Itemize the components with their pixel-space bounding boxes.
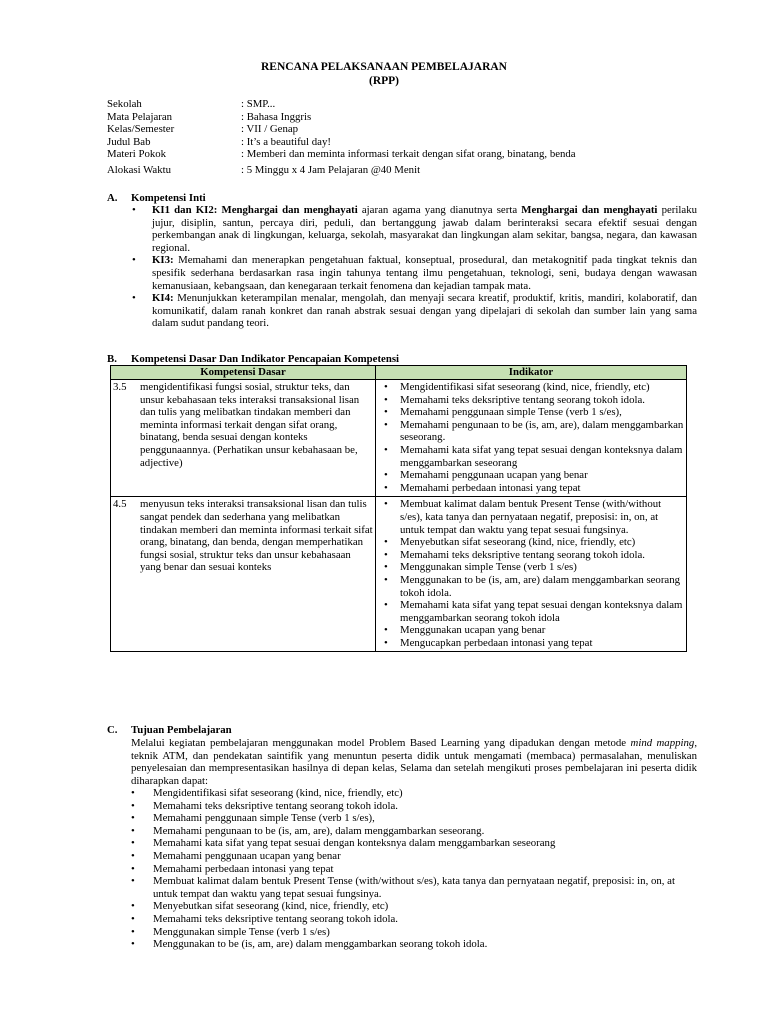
indicator-cell [376,380,687,497]
identity-row: Sekolah : SMP... [107,98,276,110]
list-item: • Menggunakan ucapan yang benar [378,624,684,637]
identity-row: Judul Bab : It’s a beautiful day! [107,135,331,148]
identity-block [107,98,727,177]
list-item: • Menyebutkan sifat seseorang (kind, nice, friendly, etc) [378,536,684,549]
list-item: • Menggunakan simple Tense (verb 1 s/es) [378,561,684,574]
column-header: Kompetensi Dasar [111,366,376,380]
section-a-heading: A. Kompetensi Inti [107,192,206,204]
list-item: • Memahami teks deksriptive tentang seorang tokoh idola. [131,800,697,813]
list-item: • Memahami penggunaan simple Tense (verb 1 s/es), [378,406,684,419]
indicator-cell [376,497,687,652]
list-item: • Menggunakan to be (is, am, are) dalam menggambarkan seorang tokoh idola. [131,938,697,951]
column-header: Indikator [376,366,687,380]
tujuan-list [131,787,697,951]
identity-row: Mata Pelajaran : Bahasa Inggris [107,110,312,123]
list-item: • Memahami teks deksriptive tentang seorang tokoh idola. [378,394,684,407]
identity-row: Materi Pokok : Memberi dan meminta informasi terkait dengan sifat orang, binatang, benda [107,148,576,161]
list-item: • Memahami penggunaan ucapan yang benar [378,469,684,482]
list-item: • Memahami pengunaan to be (is, am, are), dalam menggambarkan seseorang. [131,825,697,838]
list-item: • Memahami perbedaan intonasi yang tepat [378,482,684,495]
identity-row: Kelas/Semester : VII / Genap [107,123,299,136]
table-row [111,497,687,652]
list-item: • Mengidentifikasi sifat seseorang (kind, nice, friendly, etc) [378,381,684,394]
identity-row: Alokasi Waktu : 5 Minggu x 4 Jam Pelajaran @40 Menit [107,163,421,176]
ki-list [130,204,697,330]
list-item: • Memahami pengunaan to be (is, am, are), dalam menggambarkan seseorang. [378,419,684,444]
list-item: • Mengucapkan perbedaan intonasi yang tepat [378,637,684,650]
table-header-row [111,366,687,380]
list-item: • Membuat kalimat dalam bentuk Present Tense (with/without s/es), kata tanya dan pernyataan negatif, preposisi: in, on, at untuk tempat dan waktu yang tepat sesuai fungsinya. [131,875,697,900]
list-item: • Memahami kata sifat yang tepat sesuai dengan konteksnya dalam menggambarkan seseorang [131,837,697,850]
table-row [111,380,687,497]
list-item: • Memahami penggunaan simple Tense (verb 1 s/es), [131,812,697,825]
section-b-heading: B. Kompetensi Dasar Dan Indikator Pencapaian Kompetensi [107,353,400,365]
ki-item: • KI4: Menunjukkan keterampilan menalar, mengolah, dan menyaji secara kreatif, produktif, kritis, mandiri, kolaboratif, dan komunikatif, dalam ranah konkret dan ranah abstrak sesuai dengan yang dipelajari di sekolah dan sumber lain yang sama dalam sudut pandang teori. [130,292,697,330]
list-item: • Menggunakan to be (is, am, are) dalam menggambarkan seorang tokoh idola. [378,574,684,599]
list-item: • Mengidentifikasi sifat seseorang (kind, nice, friendly, etc) [131,787,697,800]
list-item: • Menggunakan simple Tense (verb 1 s/es) [131,926,697,939]
kd-cell: 4.5 menyusun teks interaksi transaksional lisan dan tulis sangat pendek dan sederhana yang melibatkan tindakan memberi dan meminta informasi terkait sifat orang, binatang, dan benda, dengan memperhatikan fungsi sosial, struktur teks dan unsur kebahasaan yang benar dan sesuai konteks [111,497,376,652]
ki-item: • KI1 dan KI2: Menghargai dan menghayati ajaran agama yang dianutnya serta Menghargai dan menghayati perilaku jujur, disiplin, santun, percaya diri, peduli, dan bertanggung jawab dalam berinteraksi secara efektif sesuai dengan perkembangan anak di lingkungan, keluarga, sekolah, masyarakat dan lingkungan alam sekitar, bangsa, negara, dan kawasan regional. [130,204,697,254]
kd-cell: 3.5 mengidentifikasi fungsi sosial, struktur teks, dan unsur kebahasaan teks interaksi transaksional lisan dan tulis yang melibatkan tindakan memberi dan meminta informasi terkait dengan sifat orang, binatang, benda sesuai dengan konteks penggunaannya. (Perhatikan unsur kebahasaan be, adjective) [111,380,376,497]
list-item: • Memahami penggunaan ucapan yang benar [131,850,697,863]
kd-table [110,365,687,652]
list-item: • Memahami kata sifat yang tepat sesuai dengan konteksnya dalam menggambarkan seorang tokoh idola [378,599,684,624]
list-item: • Menyebutkan sifat seseorang (kind, nice, friendly, etc) [131,900,697,913]
doc-subtitle: (RPP) [368,75,399,87]
list-item: • Memahami teks deksriptive tentang seorang tokoh idola. [131,913,697,926]
list-item: • Memahami teks deksriptive tentang seorang tokoh idola. [378,549,684,562]
ki-item: • KI3: Memahami dan menerapkan pengetahuan faktual, konseptual, prosedural, dan metakognitif pada tingkat teknis dan spesifik sederhana berdasarkan rasa ingin tahunya tentang ilmu pengetahuan, teknologi, seni, budaya dengan wawasan kemanusiaan, kebangsaan, dan kenegaraan terkait fenomena dan kejadian tampak mata. [130,254,697,292]
list-item: • Memahami kata sifat yang tepat sesuai dengan konteksnya dalam menggambarkan seseorang [378,444,684,469]
list-item: • Memahami perbedaan intonasi yang tepat [131,863,697,876]
section-c-heading: C. Tujuan Pembelajaran [107,724,232,736]
doc-title: RENCANA PELAKSANAAN PEMBELAJARAN [261,61,507,73]
tujuan-paragraph: Melalui kegiatan pembelajaran menggunakan model Problem Based Learning yang dipadukan dengan metode mind mapping, teknik ATM, dan pendekatan saintifik yang menuntun peserta didik untuk mengamati (membaca) permasalahan, menuliskan penyelesaian dan mempresentasikan hasilnya di depan kelas, Selama dan setelah mengikuti proses pembelajaran ini peserta didik diharapkan dapat: [131,737,698,787]
list-item: • Membuat kalimat dalam bentuk Present Tense (with/without s/es), kata tanya dan pernyataan negatif, preposisi: in, on, at untuk tempat dan waktu yang tepat sesuai fungsinya. [378,498,684,536]
